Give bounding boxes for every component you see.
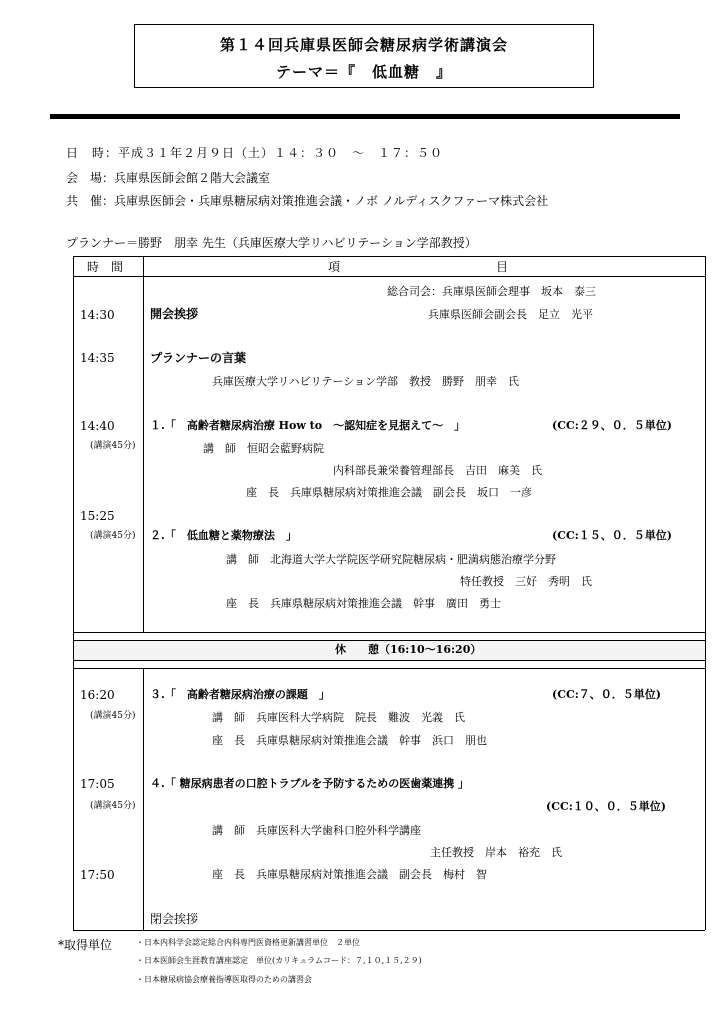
- date-label: 日 時：: [66, 146, 119, 160]
- lecture-4-lecturer-title: 主任教授 岸本 裕充 氏: [430, 846, 562, 859]
- lecture-4-chair: 座 長 兵庫県糖尿病対策推進会議 副会長 梅村 智: [212, 868, 487, 881]
- lecture-2-title: ２.「 低血糖と薬物療法 」: [150, 529, 297, 542]
- planner-words: プランナーの言葉: [150, 351, 247, 365]
- credits-label: *取得単位: [58, 938, 113, 952]
- lecture-2-credit: (CC:１５、０．５単位): [552, 529, 672, 542]
- lecture-3-credit: (CC:７、０．５単位): [552, 688, 661, 701]
- lecture-1-credit: (CC:２９、０．５単位): [552, 419, 672, 432]
- lecture-1-lecturer-title: 内科部長兼栄養管理部長 吉田 麻美 氏: [333, 464, 542, 477]
- lecture-3-chair: 座 長 兵庫県糖尿病対策推進会議 幹事 浜口 朋也: [212, 734, 487, 747]
- table-row-border: [73, 660, 705, 661]
- time-slot: 17:05: [80, 777, 115, 791]
- sponsor-line: [66, 195, 548, 207]
- lecture-2-chair: 座 長 兵庫県糖尿病対策推進会議 幹事 廣田 勇士: [226, 597, 501, 610]
- credit-item: ・日本医師会生涯教育講座認定 単位(カリキュラムコード：７,１０,１５,２９): [136, 956, 422, 965]
- opening-speaker: 兵庫県医師会副会長 足立 光平: [428, 308, 593, 321]
- break-row: 休 憩（16:10～16:20）: [335, 643, 482, 656]
- lecture-4-credit: (CC:１０、０．５単位): [546, 800, 666, 813]
- table-row-border: [73, 632, 705, 633]
- table-left-border: [73, 256, 74, 930]
- closing-remarks: 閉会挨拶: [150, 912, 199, 926]
- lecture-1-lecturer: 講 師 恒昭会藍野病院: [203, 442, 324, 455]
- date-line: [66, 147, 443, 159]
- lecture-1-chair: 座 長 兵庫県糖尿病対策推進会議 副会長 坂口 一彦: [246, 486, 532, 499]
- event-theme: テーマ＝『 低血糖 』: [275, 63, 452, 81]
- lecture-duration: (講演45分): [90, 441, 136, 451]
- master-of-ceremonies: 総合司会：兵庫県医師会理事 坂本 泰三: [387, 285, 596, 298]
- table-column-divider: [143, 256, 144, 632]
- column-header-time: 時 間: [87, 260, 124, 274]
- table-row-border: [73, 668, 705, 669]
- lecture-3-lecturer: 講 師 兵庫医科大学病院 院長 難波 光義 氏: [212, 711, 465, 724]
- lecture-1-title: １.「 高齢者糖尿病治療 How to ～認知症を見据えて～ 」: [150, 419, 466, 432]
- time-slot: 14:40: [80, 419, 115, 433]
- lecture-duration: (講演45分): [90, 801, 136, 811]
- credit-item: ・日本糖尿病協会療養指導医取得のための講習会: [136, 975, 312, 984]
- lecture-2-lecturer: 講 師 北海道大学大学院医学研究院糖尿病・肥満病態治療学分野: [226, 553, 556, 566]
- header-divider: [50, 114, 680, 119]
- table-column-divider: [143, 668, 144, 930]
- opening-remarks: 開会挨拶: [150, 307, 199, 321]
- venue-line: [66, 172, 270, 184]
- table-right-border: [705, 256, 706, 930]
- lecture-duration: (講演45分): [90, 531, 136, 541]
- title-box: [134, 24, 594, 88]
- time-slot: 15:25: [80, 509, 115, 523]
- lecture-duration: (講演45分): [90, 711, 136, 721]
- column-header-item: 項 目: [328, 260, 509, 274]
- time-slot: 17:50: [80, 868, 115, 882]
- table-bottom-border: [73, 930, 705, 931]
- time-slot: 16:20: [80, 688, 115, 702]
- table-top-border: [73, 256, 705, 257]
- lecture-3-title: ３.「 高齢者糖尿病治療の課題 」: [150, 688, 330, 701]
- sponsor-value: 兵庫県医師会・兵庫県糖尿病対策推進会議・ノボ ノルディスクファーマ株式会社: [114, 194, 549, 208]
- event-title: 第１４回兵庫県医師会糖尿病学術講演会: [219, 36, 508, 54]
- table-header-border: [73, 276, 705, 277]
- planner-person: 兵庫医療大学リハビリテーション学部 教授 勝野 朋幸 氏: [212, 375, 520, 388]
- lecture-2-lecturer-title: 特任教授 三好 秀明 氏: [460, 575, 592, 588]
- credit-item: ・日本内科学会認定総合内科専門医資格更新講習単位 ２単位: [136, 938, 360, 947]
- planner-line: プランナー＝勝野 朋幸 先生（兵庫医療大学リハビリテーション学部教授）: [66, 236, 477, 250]
- venue-label: 会 場：: [66, 171, 115, 185]
- venue-value: 兵庫県医師会館２階大会議室: [114, 171, 271, 185]
- lecture-4-lecturer: 講 師 兵庫医科大学歯科口腔外科学講座: [212, 824, 421, 837]
- date-value: 平成３１年２月９日（土）１４：３０ ～ １７：５０: [118, 146, 444, 160]
- time-slot: 14:35: [80, 351, 115, 365]
- table-row-border: [73, 640, 705, 641]
- lecture-4-title: ４.「 糖尿病患者の口腔トラブルを予防するための医歯薬連携 」: [150, 777, 470, 790]
- sponsor-label: 共 催：: [66, 194, 115, 208]
- time-slot: 14:30: [80, 308, 115, 322]
